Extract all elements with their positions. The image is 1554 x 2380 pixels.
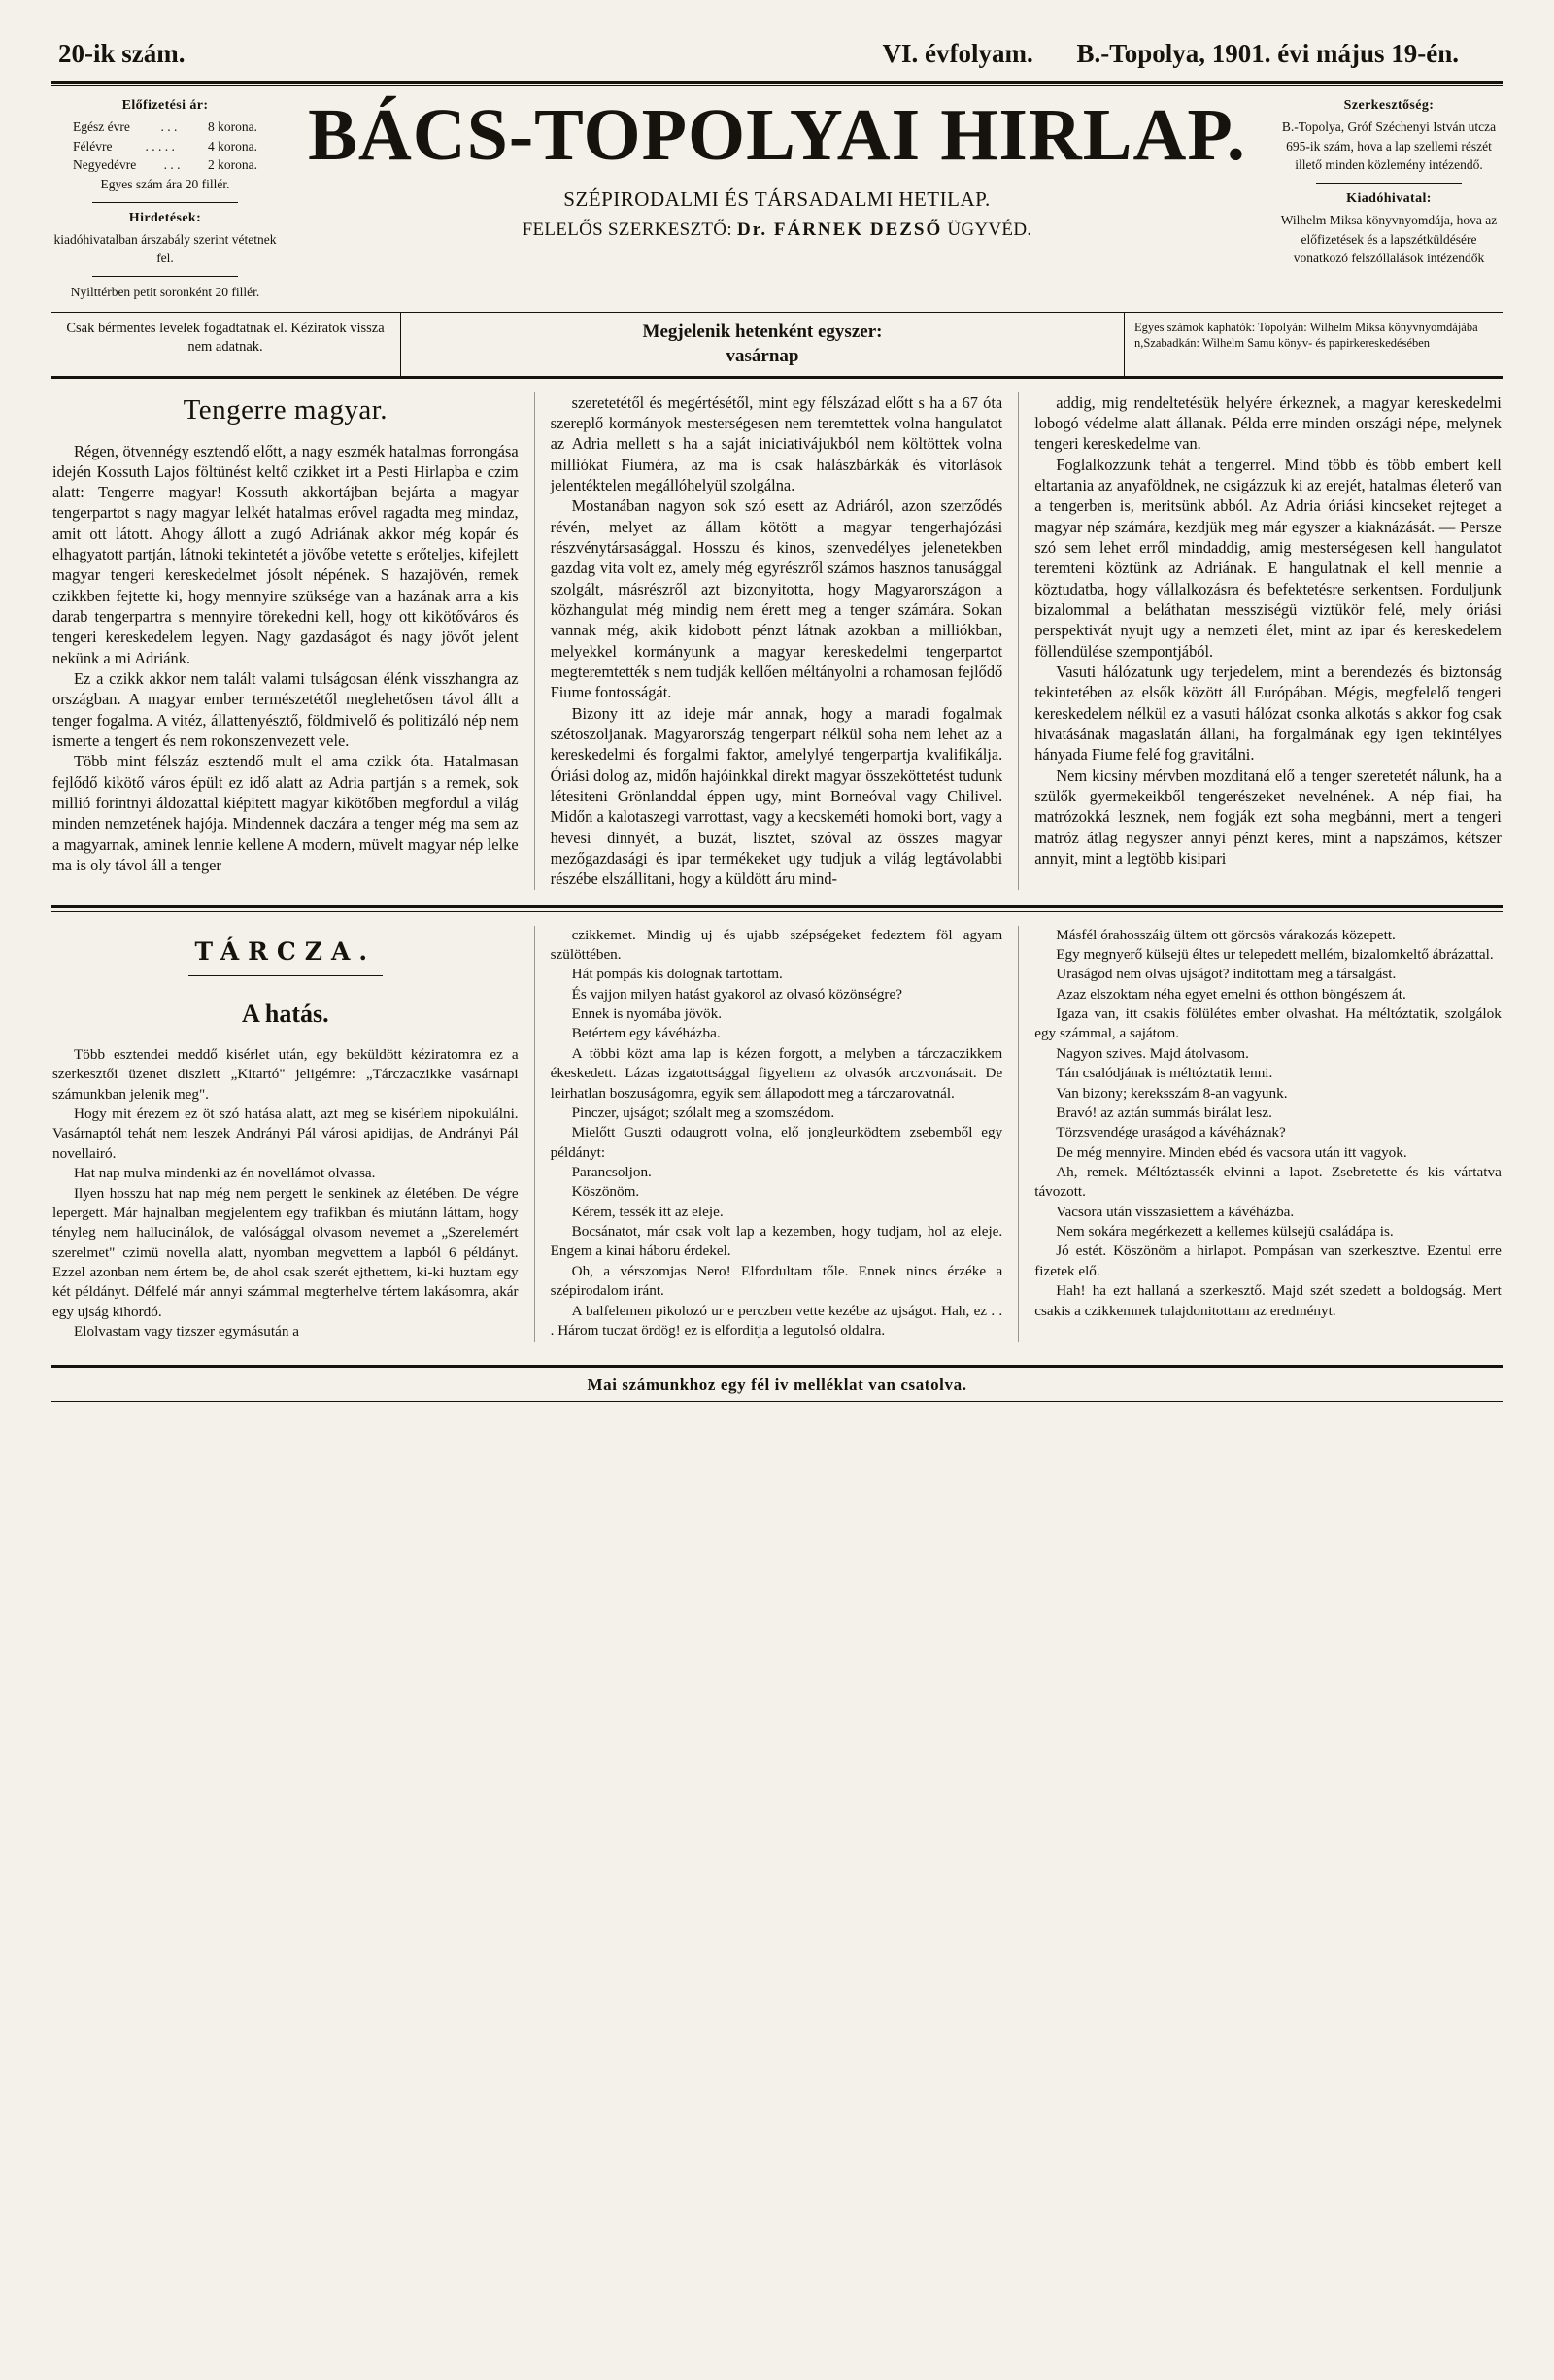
article-paragraph: Mostanában nagyon sok szó esett az Adriáról, azon szerződés révén, melyet az állam kötött a magyar tengerhajózási részvénytársasággal. Hosszu és kinos, szenvedélyes jelenetekben gazdag vita volt ez, amely még egyrészről számos hasznos tanusággal szolgált, másrészről azt bizonyitotta, hogy Magyarországon a közhangulat még mindig nem érett meg a tenger számára. Sokan vannak még, akik kidobott pénzt látnak azokban a milliókban, melyekkel kormányunk a magyar kereskedelmi tengerpartot megteremtették s nem tudják kellően méltányolni a rohamosan fejlődő Fiume fontosságát. xyxy=(550,496,1003,702)
feuilleton-paragraph: Tán csalódjának is méltóztatik lenni. xyxy=(1056,1065,1273,1082)
editor-name: Dr. FÁRNEK DEZSŐ xyxy=(736,220,943,240)
feuilleton-paragraph: Bocsánatot, már csak volt lap a kezemben, hogy tudjam, hol az eleje. Engem a kinai háboru érdekel. xyxy=(550,1223,1003,1260)
feuilleton-paragraph: Hat nap mulva mindenki az én novellámot olvassa. xyxy=(74,1165,376,1182)
price-dots: . . . xyxy=(160,119,178,135)
newspaper-title: BÁCS-TOPOLYAI HIRLAP. xyxy=(308,94,1246,176)
feuilleton-paragraph: Oh, a vérszomjas Nero! Elfordultam tőle. Ennek nincs érzéke a szépirodalom iránt. xyxy=(550,1262,1003,1300)
feuilleton-paragraph: Van bizony; kereksszám 8-an vagyunk. xyxy=(1056,1084,1288,1102)
feuilleton-paragraph: Kérem, tessék itt az eleje. xyxy=(571,1203,724,1220)
newspaper-subtitle: SZÉPIRODALMI ÉS TÁRSADALMI HETILAP. xyxy=(563,187,991,211)
feuilleton-column-1 xyxy=(51,926,535,1343)
feuilleton-paragraph: De még mennyire. Minden ebéd és vacsora után itt vagyok. xyxy=(1056,1143,1407,1161)
feuilleton-paragraph: Jó estét. Köszönöm a hirlapot. Pompásan van szerkesztve. Ezentul erre fizetek elő. xyxy=(1034,1242,1502,1279)
feuilleton-paragraph: Másfél órahosszáig ültem ott görcsös várakozás közepett. xyxy=(1056,926,1396,943)
article-paragraph: Bizony itt az ideje már annak, hogy a maradi fogalmak szétoszoljanak. Magyarország tengerpart nélkül soha nem lehet az a kereskedelmi és forgalmi faktor, amelylyé tengerpartja kvalifikálja. Óriási dolog az, midőn hajóinkkal direkt magyar összeköttetést tudunk létesiteni Grönlanddal éppen ugy, mint Borneóval vagy Chilivel. Midőn a kalotaszegi varrottast, vagy a kecskeméti homoki bort, vagy a hevesi dinnyét, a buzát, lisztet, szóval az összes magyar mezőgazdasági és ipar termékeket ugy tudjuk a világ legtávolabbi részébe elszállitani, hogy a küldött áru mind- xyxy=(550,703,1003,889)
main-article xyxy=(51,392,1503,890)
price-row xyxy=(73,155,257,175)
article-paragraph: Több mint félszáz esztendő mult el ama czikk óta. Hatalmasan fejlődő kikötő város épült ez idő alatt az Adria partján s a remek, sok millió forintnyi áldozattal kiépitett magyar kikötőben megfordul a világ minden nemzetének hajója. Mindennek daczára a tenger még ma sem az a magyarnak, aminek lennie kellene A modern, müvelt magyar nép lelke ma is oly távol áll a tenger xyxy=(52,752,519,875)
masthead-divider xyxy=(92,276,238,277)
editor-suffix: ÜGYVÉD. xyxy=(947,220,1032,240)
feuilleton-paragraph: Bravó! az aztán summás birálat lesz. xyxy=(1056,1104,1272,1121)
feuilleton-section xyxy=(51,926,1503,1343)
strip-frequency-line1: Megjelenik hetenként egyszer: xyxy=(642,321,883,342)
footer-note: Mai számunkhoz egy fél iv melléklat van csatolva. xyxy=(587,1376,967,1395)
bottom-spacer xyxy=(51,1342,1503,1349)
feuilleton-paragraph: Több esztendei meddő kisérlet után, egy beküldött kéziratomra ez a szerkesztői üzenet diszlett „Kitartó" jeligémre: „Tárczaczikke vasárnapi számunkban jelenik meg". xyxy=(52,1046,519,1103)
price-label: Egész évre xyxy=(73,119,130,135)
subscription-heading: Előfizetési ár: xyxy=(121,98,209,113)
feuilleton-paragraph: Vacsora után visszasiettem a kávéházba. xyxy=(1056,1203,1295,1220)
place-date: B.-Topolya, 1901. évi május 19-én. xyxy=(1076,39,1459,68)
masthead-divider xyxy=(92,202,238,203)
price-dots: . . . . . xyxy=(145,138,175,153)
price-row xyxy=(73,118,257,137)
feuilleton-paragraph: Elolvastam vagy tizszer egymásután a xyxy=(74,1323,299,1341)
price-row xyxy=(73,137,257,156)
editor-prefix: FELELŐS SZERKESZTŐ: xyxy=(522,220,732,240)
price-value: 2 korona. xyxy=(208,157,257,173)
article-paragraph: szeretetétől és megértésétől, mint egy félszázad előtt s ha a 67 óta szereplő kormányok mesterségesen nem teremtettek volna hangulatot az Adria mellett s ha a saját iniciativájukból nem költöttek volna milliókat Fiuméra, az ma is csak halászbárkák és vitorlások jelentéktelen megállóhelyül szolgálna. xyxy=(550,392,1003,495)
article-paragraph: Vasuti hálózatunk ugy terjedelem, mint a berendezés és biztonság tekintetében az elsők között áll Európában. Mégis, megfelelő tengeri kereskedelem nélkül ez a vasuti hálózat csonka alkotás s akkor fog csak hivatásának magaslatán állani, ha forgalmának egy igen tekintélyes hányada Fiume felé fog gravitálni. xyxy=(1034,663,1502,765)
feuilleton-paragraph: Uraságod nem olvas ujságot? inditottam meg a társalgást. xyxy=(1056,966,1397,983)
info-strip xyxy=(51,312,1503,379)
price-value: 8 korona. xyxy=(208,119,257,135)
masthead xyxy=(51,86,1503,306)
article-paragraph: Nem kicsiny mérvben mozditaná elő a tenger szeretetét nálunk, ha a szülők gyermekeikből tengerészeket nevelnének. A nép fiai, ha matrózokká lesznek, nem fogják ezt soha megbánni, mert a tengeri matróz átlag negyszer annyi pénzt keres, mint a napszámos, kétszer annyit, mint a legtöbb kisipari xyxy=(1034,765,1502,868)
volume-and-date xyxy=(882,39,1496,69)
office-heading: Kiadóhivatal: xyxy=(1346,190,1432,206)
price-label: Negyedévre xyxy=(73,157,137,173)
article-column-1 xyxy=(51,392,535,890)
feuilleton-paragraph: Ilyen hosszu hat nap még nem pergett le senkinek az életében. De végre lepergett. Már hajnalban megjelentem egy trafikban és miutánn láttam, hogy tényleg nem hallucinálok, de valósággal olvasom nevemet a „Szerelemért szerelmet" czimü novella alatt, nyomban megvettem a lapból 6 példányt. Ezzel azonban nem értem be, de ahol csak szerét ejthettem, ki-ki huztam egy két példányt. Délfelé már annyi számmal megterhelve tértem lakásomra, akár egy ujság kihordó. xyxy=(52,1184,519,1320)
issue-number: 20-ik szám. xyxy=(58,39,186,68)
feuilleton-paragraph: Ennek is nyomába jövök. xyxy=(571,1005,722,1023)
article-paragraph: Régen, ötvennégy esztendő előtt, a nagy eszmék hatalmas forrongása idején Kossuth Lajos föltünést keltő czikket irt a Pesti Hirlapba e czim alatt: Tengerre magyar! Kossuth akkortájban bejárta a magyar tengerpartot s nagy magyar lelkét hatalmas erővel ragadta meg mindaz, amit ott látott. Ahogy állott a zugó Adriának akkor még kopár és elhagyatott partján, látnoki tekintetét a jövőbe vetette s erőteljes, kifejlett magyar tengeri kereskedelmet jósolt népének. S hazajövén, remek czikkben fejtette ki, hogy mennyire szüksége van a hazának arra a kis darab tengerpartra s mennyire törekedni kell, hogy ott kikötőváros és tengeri kereskedelem legyen. Nagy gazdaságot és nagy jövőt jelent nekünk a mi Adriánk. xyxy=(52,441,519,667)
price-value: 4 korona. xyxy=(207,138,257,153)
strip-publication-frequency xyxy=(401,313,1125,376)
ads-heading: Hirdetések: xyxy=(128,210,202,225)
feuilleton-header-rule xyxy=(188,975,383,976)
feuilleton-paragraph: És vajjon milyen hatást gyakorol az olvasó közönségre? xyxy=(571,985,902,1003)
feuilleton-paragraph: A balfelemen pikolozó ur e perczben vette kezébe az ujságot. Hah, ez . . . Három tuczat ördög! ez is elforditja a legutolsó oldalra. xyxy=(550,1302,1003,1339)
ads-text: kiadóhivatalban árszabály szerint vétetnek fel. xyxy=(53,231,277,266)
footer-rule-thin xyxy=(51,1401,1503,1402)
editor-line xyxy=(295,220,1259,241)
feuilleton-rule-thin xyxy=(51,911,1503,912)
feuilleton-paragraph: Hogy mit érezem ez öt szó hatása alatt, azt meg se kisérlem nipokulálni. Vasárnaptól tehát nem leszek Andrányi Pál városi apidijas, de Andrányi Pál novellairó. xyxy=(52,1105,519,1162)
office-text: Wilhelm Miksa könyvnyomdája, hova az előfizetések és a lapszétküldésére vonatkozó felszóllalások intézendők xyxy=(1280,213,1498,266)
feuilleton-paragraph: Betértem egy kávéházba. xyxy=(571,1025,721,1042)
header-rule-thick xyxy=(51,81,1503,84)
article-paragraph: Foglalkozzunk tehát a tengerrel. Mind több és több embert kell eltartania az anyaföldnek, ne csigázzuk ki az erejét, hatalmas életerő van a tengerben is, meritsünk abból. Az Adria óriási kincseket rejteget a magyar nép számára, kezdjük meg már egyszer a kiaknázását. — Persze szó sem lehet erről mindaddig, amig mesterségesen kell hangulatot teremteni köztünk az Adriának. E hangulatnak el kell mennie a köztudatba, hogy vállalkozásra és befektetésre serkentsen. Forduljunk bizalommal a beláthatan messziségü viztükör felé, mely óriási perspektivát nyujt ugy a nemzeti élet, mint az ipar és kereskedelem föllendülése szempontjából. xyxy=(1034,455,1502,661)
article-paragraph: Ez a czikk akkor nem talált valami tulságosan élénk visszhangra az országban. A magyar ember természetétől meglehetősen távol állt a tenger fogalma. A vitéz, állattenyésztő, földmivelő és politizáló nép nem ismerte a tengert és nem rokonszenvezett vele. xyxy=(52,669,519,751)
feuilleton-paragraph: Igaza van, itt csakis fölülétes ember olvashat. Ha méltóztatik, szolgálok egy számmal, a sajátom. xyxy=(1034,1005,1502,1042)
feuilleton-paragraph: Ah, remek. Méltóztassék elvinni a lapot. Zsebretette és kis vártatva távozott. xyxy=(1034,1164,1502,1201)
article-column-3 xyxy=(1019,392,1503,890)
price-dots: . . . xyxy=(163,157,181,173)
article-paragraph: addig, mig rendeltetésük helyére érkeznek, a magyar kereskedelmi lobogó védelme alatt állanak. Példa erre minden országi népe, melynek tengeri kereskedelme van. xyxy=(1034,392,1502,454)
price-label: Félévre xyxy=(73,138,113,153)
feuilleton-paragraph: Nem sokára megérkezett a kellemes külsejü családápa is. xyxy=(1056,1223,1394,1241)
feuilleton-column-2 xyxy=(535,926,1020,1343)
masthead-subscription-box xyxy=(51,96,289,302)
feuilleton-paragraph: Hah! ha ezt hallaná a szerkesztő. Majd szét szedett a boldogság. Mert csakis a czikkemnek tulajdonitottam az eredményt. xyxy=(1034,1282,1502,1319)
feuilleton-paragraph: Nagyon szives. Majd átolvasom. xyxy=(1056,1044,1249,1062)
masthead-center xyxy=(289,96,1265,302)
feuilleton-paragraph: Törzsvendége uraságod a kávéháznak? xyxy=(1056,1124,1286,1141)
strip-frequency-line2: vasárnap xyxy=(726,346,799,367)
feuilleton-paragraph: Parancsoljon. xyxy=(571,1164,652,1180)
volume: VI. évfolyam. xyxy=(882,39,1033,68)
single-issue-price: Egyes szám ára 20 fillér. xyxy=(100,176,230,191)
open-column-text: Nyilttérben petit soronként 20 fillér. xyxy=(70,284,260,299)
feuilleton-paragraph: Hát pompás kis dolognak tartottam. xyxy=(571,966,783,983)
issue-header xyxy=(51,39,1503,77)
article-title: Tengerre magyar. xyxy=(183,393,388,425)
feuilleton-paragraph: czikkemet. Mindig uj és ujabb szépségeket fedeztem föl agyam szülöttében. xyxy=(550,926,1003,964)
feuilleton-paragraph: Mielőtt Guszti odaugrott volna, elő jongleurködtem zsebemből egy példányt: xyxy=(550,1124,1003,1161)
feuilleton-paragraph: Egy megnyerő külsejü éltes ur telepedett mellém, bizalomkeltő ábrázattal. xyxy=(1056,946,1494,964)
strip-availability: Egyes számok kaphatók: Topolyán: Wilhelm Miksa könyvnyomdájába n,Szabadkán: Wilhelm Samu könyv- és papirkereskedésében xyxy=(1134,320,1478,351)
feuilleton-title: A hatás. xyxy=(242,1000,329,1029)
strip-letters-note: Csak bérmentes levelek fogadtatnak el. Kéziratok vissza nem adatnak. xyxy=(51,313,401,376)
feuilleton-paragraph: Azaz elszoktam néha egyet emelni és otthon böngészem át. xyxy=(1056,985,1406,1003)
article-column-2 xyxy=(535,392,1020,890)
feuilleton-column-3 xyxy=(1019,926,1503,1343)
feuilleton-rule-thick xyxy=(51,905,1503,908)
editorial-heading: Szerkesztőség: xyxy=(1343,98,1435,113)
masthead-editorial-box xyxy=(1265,96,1503,302)
feuilleton-paragraph: A többi közt ama lap is kézen forgott, a melyben a tárczaczikkem ékeskedett. Lázas izgatottsággal figyeltem az olvasók arczvonásait. De leirhatlan boszuságomra, egyik sem állapodott meg a tárczarovatnál. xyxy=(550,1044,1003,1102)
feuilleton-paragraph: Köszönöm. xyxy=(571,1183,640,1201)
editorial-text: B.-Topolya, Gróf Széchenyi István utcza 695-ik szám, hova a lap szellemi részét illető minden közlemény intézendő. xyxy=(1281,119,1497,173)
masthead-divider xyxy=(1316,183,1462,184)
feuilleton-paragraph: Pinczer, ujságot; szólalt meg a szomszédom. xyxy=(571,1104,835,1121)
feuilleton-header: TÁRCZA. xyxy=(194,936,377,966)
